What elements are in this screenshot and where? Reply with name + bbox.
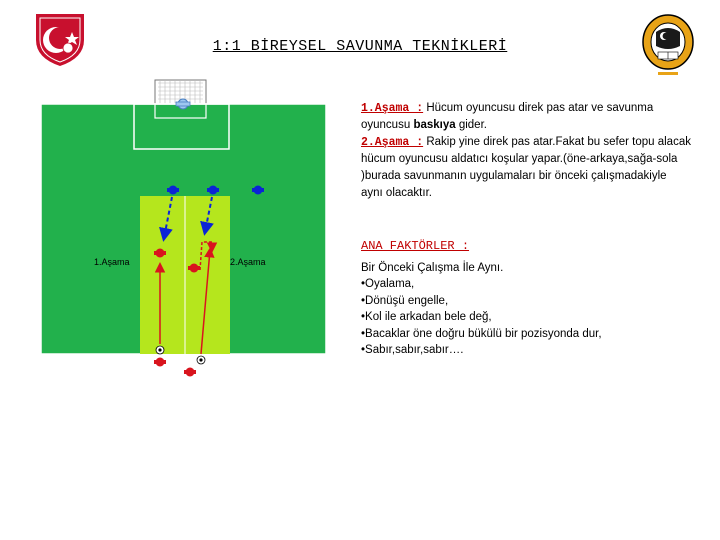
attacker-marker <box>154 358 166 367</box>
ball-icon <box>156 346 164 354</box>
description <box>361 100 691 202</box>
stage2-text: Rakip yine direk pas atar.Fakat bu sefer topu alacak hücum oyuncusu aldatıcı koşular yapar.(öne-arkaya,sağa-sola )burada savunmanın uygulamaları bir önceki çalışmadakiyle aynı olacaktır. <box>361 136 691 199</box>
stage1-text-b: gider. <box>455 119 487 131</box>
list-item: •Sabır,sabır,sabır…. <box>361 344 464 356</box>
stage1-bold: baskıya <box>413 119 456 131</box>
main-factors <box>361 238 691 359</box>
factors-list <box>361 260 691 359</box>
factors-title: ANA FAKTÖRLER : <box>361 239 470 253</box>
page-title: 1:1 BİREYSEL SAVUNMA TEKNİKLERİ <box>212 38 508 55</box>
list-item: •Dönüşü engelle, <box>361 294 449 307</box>
stage2-label: 2.Aşama <box>230 257 266 267</box>
list-item: •Oyalama, <box>361 278 415 290</box>
stage1-text-a: Hücum oyuncusu direk pas atar ve savunma oyuncusu <box>361 102 654 131</box>
list-item: •Kol ile arkadan bele değ, <box>361 311 492 323</box>
ball-icon <box>197 356 205 364</box>
stage1-heading: 1.Aşama : <box>361 102 424 115</box>
stage2-paragraph <box>361 134 691 202</box>
stage1-paragraph <box>361 100 691 134</box>
stage1-label: 1.Aşama <box>94 257 130 267</box>
list-item: •Bacaklar öne doğru bükülü bir pozisyonda dur, <box>361 327 602 340</box>
list-item: Bir Önceki Çalışma İle Aynı. <box>361 261 504 274</box>
stage2-heading: 2.Aşama : <box>361 136 424 149</box>
attacker-marker <box>184 368 196 377</box>
